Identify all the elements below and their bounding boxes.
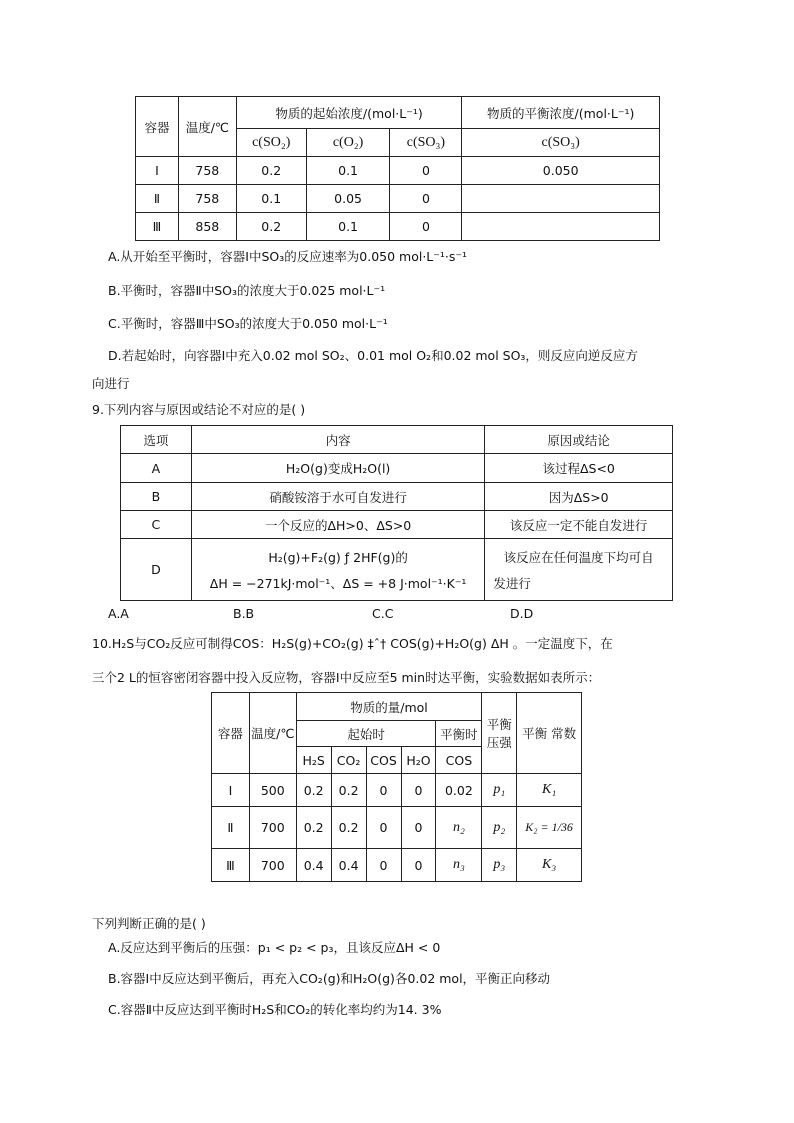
cell-pressure: p₃: [482, 849, 517, 882]
header-content: 内容: [191, 426, 485, 454]
q8-option-d-cont: 向进行: [92, 376, 130, 391]
header-equilibrium: 平衡时: [436, 721, 482, 747]
table-row: [121, 511, 673, 539]
cell-temp: 758: [178, 185, 236, 213]
cell-so2: 0.1: [236, 185, 306, 213]
cell-cos: 0: [366, 807, 401, 849]
header-initial-concentration: 物质的起始浓度/(mol·L⁻¹): [236, 97, 462, 129]
q10-option-a: A.反应达到平衡后的压强：p₁ < p₂ < p₃，且该反应ΔH < 0: [108, 940, 441, 955]
cell-eq: 0.050: [462, 157, 660, 185]
q9-stem: 9.下列内容与原因或结论不对应的是( ): [92, 402, 306, 417]
cell-eq: n₂: [436, 807, 482, 849]
header-initial: 起始时: [296, 721, 436, 747]
cell-option: C: [121, 511, 192, 539]
cell-pressure: p₁: [482, 774, 517, 807]
header-option: 选项: [121, 426, 192, 454]
cell-eq: [462, 213, 660, 241]
q8-option-a: A.从开始至平衡时，容器Ⅰ中SO₃的反应速率为0.050 mol·L⁻¹·s⁻¹: [108, 249, 467, 264]
cell-co2: 0.4: [331, 849, 366, 882]
table-row: [136, 157, 660, 185]
header-amount: 物质的量/mol: [296, 693, 482, 721]
cell-o2: 0.1: [306, 213, 390, 241]
cell-eq: 0.02: [436, 774, 482, 807]
cell-option: D: [121, 539, 192, 601]
q9-answer-d: D.D: [510, 606, 534, 621]
table-row: [212, 849, 582, 882]
q9-answer-b: B.B: [233, 606, 255, 621]
table-row: [121, 539, 673, 601]
cell-o2: 0.05: [306, 185, 390, 213]
row-label: Ⅱ: [136, 185, 179, 213]
cell-so2: 0.2: [236, 157, 306, 185]
content-line-2: ΔH = −271kJ·mol⁻¹、ΔS = +8 J·mol⁻¹·K⁻¹: [209, 575, 467, 591]
table-row: [136, 185, 660, 213]
reason-line-1: 该反应在任何温度下均可自: [503, 549, 654, 565]
q9-answer-c: C.C: [372, 606, 394, 621]
q9-table: [120, 425, 673, 601]
table-row: [121, 454, 673, 483]
header-c-so3: c(SO₃): [390, 129, 462, 157]
cell-temp: 858: [178, 213, 236, 241]
cell-content: [191, 539, 485, 601]
cell-pressure: p₂: [482, 807, 517, 849]
cell-so2: 0.2: [236, 213, 306, 241]
cell-k: K₁: [517, 774, 582, 807]
q8-option-c: C.平衡时，容器Ⅲ中SO₃的浓度大于0.050 mol·L⁻¹: [108, 316, 388, 331]
reason-line-2: 发进行: [493, 575, 531, 591]
header-c-o2: c(O₂): [306, 129, 390, 157]
cell-temp: 700: [249, 807, 296, 849]
cell-option: A: [121, 454, 192, 483]
cell-h2o: 0: [401, 849, 436, 882]
cell-h2o: 0: [401, 807, 436, 849]
cell-temp: 700: [249, 849, 296, 882]
equilibrium-table-1: [135, 96, 660, 241]
q10-option-b: B.容器Ⅰ中反应达到平衡后，再充入CO₂(g)和H₂O(g)各0.02 mol，平衡正向移动: [108, 971, 551, 986]
cell-eq: [462, 185, 660, 213]
cell-co2: 0.2: [331, 807, 366, 849]
header-pressure: 平衡压强: [482, 693, 517, 774]
row-label: Ⅰ: [136, 157, 179, 185]
header-container: 容器: [136, 97, 179, 157]
q8-option-d: D.若起始时，向容器Ⅰ中充入0.02 mol SO₂、0.01 mol O₂和0.02 mol SO₃，则反应向逆反应方: [108, 348, 638, 363]
q8-option-b: B.平衡时，容器Ⅱ中SO₃的浓度大于0.025 mol·L⁻¹: [108, 283, 386, 298]
table-row: [212, 774, 582, 807]
header-c-so3-eq: c(SO₃): [462, 129, 660, 157]
table-row: [212, 807, 582, 849]
cell-content: 硝酸铵溶于水可自发进行: [191, 483, 485, 511]
cell-reason: 该过程ΔS<0: [485, 454, 673, 483]
table-row: [121, 483, 673, 511]
header-cos: COS: [366, 747, 401, 774]
header-co2: CO₂: [331, 747, 366, 774]
cell-eq: n₃: [436, 849, 482, 882]
header-k: 平衡 常数: [517, 693, 582, 774]
q10-option-c: C.容器Ⅱ中反应达到平衡时H₂S和CO₂的转化率均约为14. 3%: [108, 1002, 442, 1017]
header-temperature: 温度/℃: [178, 97, 236, 157]
row-label: Ⅰ: [212, 774, 250, 807]
header-container: 容器: [212, 693, 250, 774]
cell-h2s: 0.4: [296, 849, 331, 882]
content-line-1: H₂(g)+F₂(g) ƒ 2HF(g)的: [268, 549, 408, 565]
cell-so3: 0: [390, 213, 462, 241]
row-label: Ⅲ: [212, 849, 250, 882]
row-label: Ⅲ: [136, 213, 179, 241]
cell-content: 一个反应的ΔH>0、ΔS>0: [191, 511, 485, 539]
cell-reason: 因为ΔS>0: [485, 483, 673, 511]
cell-so3: 0: [390, 185, 462, 213]
cell-reason: [485, 539, 673, 601]
cell-k: K₂ = 1/36: [517, 807, 582, 849]
header-h2o: H₂O: [401, 747, 436, 774]
cell-h2s: 0.2: [296, 807, 331, 849]
cell-cos: 0: [366, 774, 401, 807]
cell-cos: 0: [366, 849, 401, 882]
cell-h2s: 0.2: [296, 774, 331, 807]
cell-so3: 0: [390, 157, 462, 185]
header-c-so2: c(SO₂): [236, 129, 306, 157]
cell-content: H₂O(g)变成H₂O(l): [191, 454, 485, 483]
table-row: [136, 213, 660, 241]
q10-judge: 下列判断正确的是( ): [92, 916, 206, 931]
q10-stem-line-2: 三个2 L的恒容密闭容器中投入反应物，容器Ⅰ中反应至5 min时达平衡，实验数据如表所示：: [92, 670, 601, 685]
cell-h2o: 0: [401, 774, 436, 807]
header-temperature: 温度/℃: [249, 693, 296, 774]
cell-co2: 0.2: [331, 774, 366, 807]
q10-table: [211, 692, 582, 882]
header-equilibrium-concentration: 物质的平衡浓度/(mol·L⁻¹): [462, 97, 660, 129]
cell-o2: 0.1: [306, 157, 390, 185]
cell-k: K₃: [517, 849, 582, 882]
cell-temp: 500: [249, 774, 296, 807]
header-h2s: H₂S: [296, 747, 331, 774]
row-label: Ⅱ: [212, 807, 250, 849]
cell-temp: 758: [178, 157, 236, 185]
header-cos-eq: COS: [436, 747, 482, 774]
cell-option: B: [121, 483, 192, 511]
cell-reason: 该反应一定不能自发进行: [485, 511, 673, 539]
q10-stem-line-1: 10.H₂S与CO₂反应可制得COS：H₂S(g)+CO₂(g) ‡ˆ† COS(g)+H₂O(g) ΔH 。一定温度下，在: [92, 636, 613, 651]
header-reason: 原因或结论: [485, 426, 673, 454]
q9-answer-a: A.A: [108, 606, 129, 621]
